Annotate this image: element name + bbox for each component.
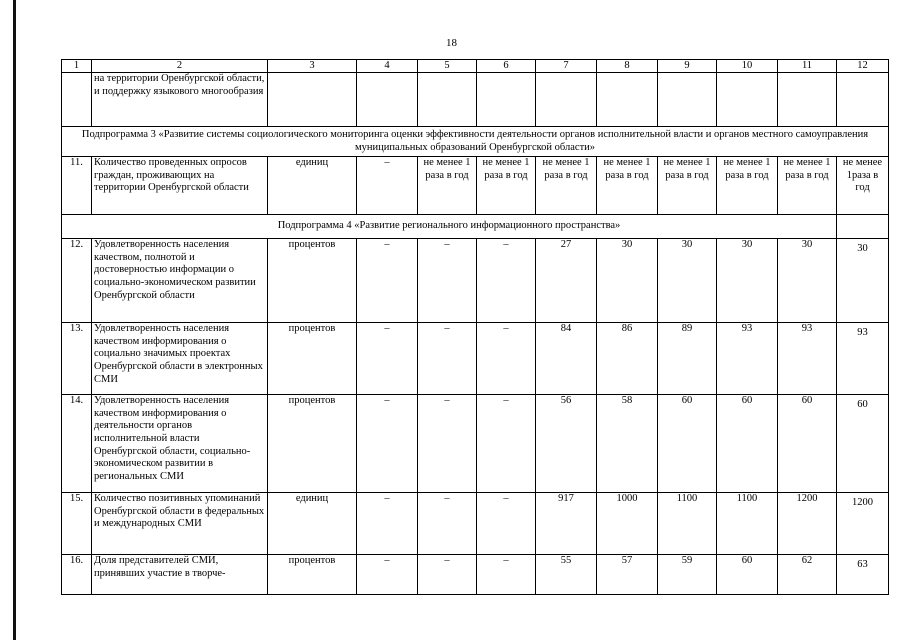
subprogram-row xyxy=(62,127,889,157)
value-cell: – xyxy=(357,323,418,395)
value-cell: не менее 1 раза в год xyxy=(418,157,477,215)
value-cell: 60 xyxy=(778,395,837,493)
value-cell: 93 xyxy=(778,323,837,395)
value-cell: не менее 1 раза в год xyxy=(778,157,837,215)
value-cell: 30 xyxy=(658,239,717,323)
table-row-continued xyxy=(62,73,889,127)
subprogram-row xyxy=(62,215,889,239)
value-cell: 58 xyxy=(597,395,658,493)
page-number: 18 xyxy=(446,37,457,49)
indicator-name: Удовлетворенность населения качеством, полнотой и достоверностью информации о социально-экономическом развитии Оренбургской области xyxy=(92,239,268,323)
cell xyxy=(536,73,597,127)
header-cell: 1 xyxy=(62,60,92,73)
value-cell: – xyxy=(477,555,536,595)
cell xyxy=(837,215,889,239)
header-cell: 11 xyxy=(778,60,837,73)
value-cell: 1200 xyxy=(837,493,889,555)
value-cell: – xyxy=(418,239,477,323)
value-cell: – xyxy=(418,395,477,493)
row-number: 11. xyxy=(62,157,92,215)
value-cell: не менее 1 раза в год xyxy=(717,157,778,215)
subprogram-4-title: Подпрограмма 4 «Развитие регионального информационного пространства» xyxy=(62,215,837,239)
header-cell: 2 xyxy=(92,60,268,73)
header-cell: 7 xyxy=(536,60,597,73)
value-cell: – xyxy=(418,323,477,395)
unit-cell: процентов xyxy=(268,395,357,493)
value-cell: не менее 1 раза в год xyxy=(658,157,717,215)
header-cell: 12 xyxy=(837,60,889,73)
cell xyxy=(357,73,418,127)
cell xyxy=(717,73,778,127)
column-number-row xyxy=(62,60,889,73)
indicator-name: Количество позитивных упоминаний Оренбургской области в федеральных и международных СМИ xyxy=(92,493,268,555)
unit-cell: единиц xyxy=(268,493,357,555)
value-cell: 59 xyxy=(658,555,717,595)
value-cell: 30 xyxy=(717,239,778,323)
unit-cell: процентов xyxy=(268,555,357,595)
row-number: 16. xyxy=(62,555,92,595)
indicator-name: Доля представителей СМИ, принявших участие в творче- xyxy=(92,555,268,595)
cell xyxy=(837,73,889,127)
value-cell: 30 xyxy=(597,239,658,323)
page-left-edge-bar xyxy=(13,0,16,640)
header-cell: 3 xyxy=(268,60,357,73)
table-row xyxy=(62,395,889,493)
table-row xyxy=(62,493,889,555)
cell xyxy=(658,73,717,127)
value-cell: 30 xyxy=(778,239,837,323)
cell xyxy=(477,73,536,127)
indicator-name: Удовлетворенность населения качеством информирования о социально значимых проектах Оренбургской области в электронных СМИ xyxy=(92,323,268,395)
header-cell: 8 xyxy=(597,60,658,73)
header-cell: 4 xyxy=(357,60,418,73)
value-cell: 93 xyxy=(837,323,889,395)
header-cell: 10 xyxy=(717,60,778,73)
value-cell: – xyxy=(357,555,418,595)
subprogram-3-title: Подпрограмма 3 «Развитие системы социологического мониторинга оценки эффективности деятельности органов исполнительной власти и органов местного самоуправления муниципальных образований Оренбургской области» xyxy=(62,127,889,157)
value-cell: 89 xyxy=(658,323,717,395)
value-cell: 86 xyxy=(597,323,658,395)
table-row xyxy=(62,239,889,323)
value-cell: не менее 1 раза в год xyxy=(477,157,536,215)
value-cell: 1000 xyxy=(597,493,658,555)
cell xyxy=(418,73,477,127)
value-cell: 60 xyxy=(717,395,778,493)
row-number: 12. xyxy=(62,239,92,323)
unit-cell: единиц xyxy=(268,157,357,215)
unit-cell: процентов xyxy=(268,323,357,395)
value-cell: 93 xyxy=(717,323,778,395)
value-cell: 57 xyxy=(597,555,658,595)
header-cell: 9 xyxy=(658,60,717,73)
value-cell: – xyxy=(357,239,418,323)
value-cell: 30 xyxy=(837,239,889,323)
table-row xyxy=(62,323,889,395)
value-cell: 84 xyxy=(536,323,597,395)
cell xyxy=(268,73,357,127)
cell xyxy=(597,73,658,127)
unit-cell: процентов xyxy=(268,239,357,323)
value-cell: – xyxy=(477,493,536,555)
cell xyxy=(778,73,837,127)
indicator-name: Удовлетворенность населения качеством информирования о деятельности органов исполнительной власти Оренбургской области, социально-экономическом развитии в региональных СМИ xyxy=(92,395,268,493)
value-cell: – xyxy=(477,323,536,395)
indicator-name: Количество проведенных опросов граждан, проживающих на территории Оренбургской области xyxy=(92,157,268,215)
value-cell: – xyxy=(357,493,418,555)
value-cell: 60 xyxy=(658,395,717,493)
table-row xyxy=(62,555,889,595)
value-cell: 62 xyxy=(778,555,837,595)
value-cell: 63 xyxy=(837,555,889,595)
value-cell: – xyxy=(418,493,477,555)
row-number: 13. xyxy=(62,323,92,395)
value-cell: 1100 xyxy=(717,493,778,555)
value-cell: 1200 xyxy=(778,493,837,555)
header-cell: 5 xyxy=(418,60,477,73)
value-cell: 56 xyxy=(536,395,597,493)
row-number xyxy=(62,73,92,127)
value-cell: не менее 1 раза в год xyxy=(597,157,658,215)
value-cell: не менее 1раза в год xyxy=(837,157,889,215)
row-number: 15. xyxy=(62,493,92,555)
indicator-name: на территории Оренбургской области, и поддержку языкового многообразия xyxy=(92,73,268,127)
indicators-table xyxy=(61,59,889,595)
value-cell: – xyxy=(357,395,418,493)
value-cell: – xyxy=(418,555,477,595)
value-cell: – xyxy=(357,157,418,215)
value-cell: 60 xyxy=(837,395,889,493)
value-cell: 27 xyxy=(536,239,597,323)
row-number: 14. xyxy=(62,395,92,493)
header-cell: 6 xyxy=(477,60,536,73)
table-row xyxy=(62,157,889,215)
value-cell: – xyxy=(477,239,536,323)
value-cell: 60 xyxy=(717,555,778,595)
value-cell: 55 xyxy=(536,555,597,595)
value-cell: 917 xyxy=(536,493,597,555)
value-cell: – xyxy=(477,395,536,493)
value-cell: не менее 1 раза в год xyxy=(536,157,597,215)
value-cell: 1100 xyxy=(658,493,717,555)
